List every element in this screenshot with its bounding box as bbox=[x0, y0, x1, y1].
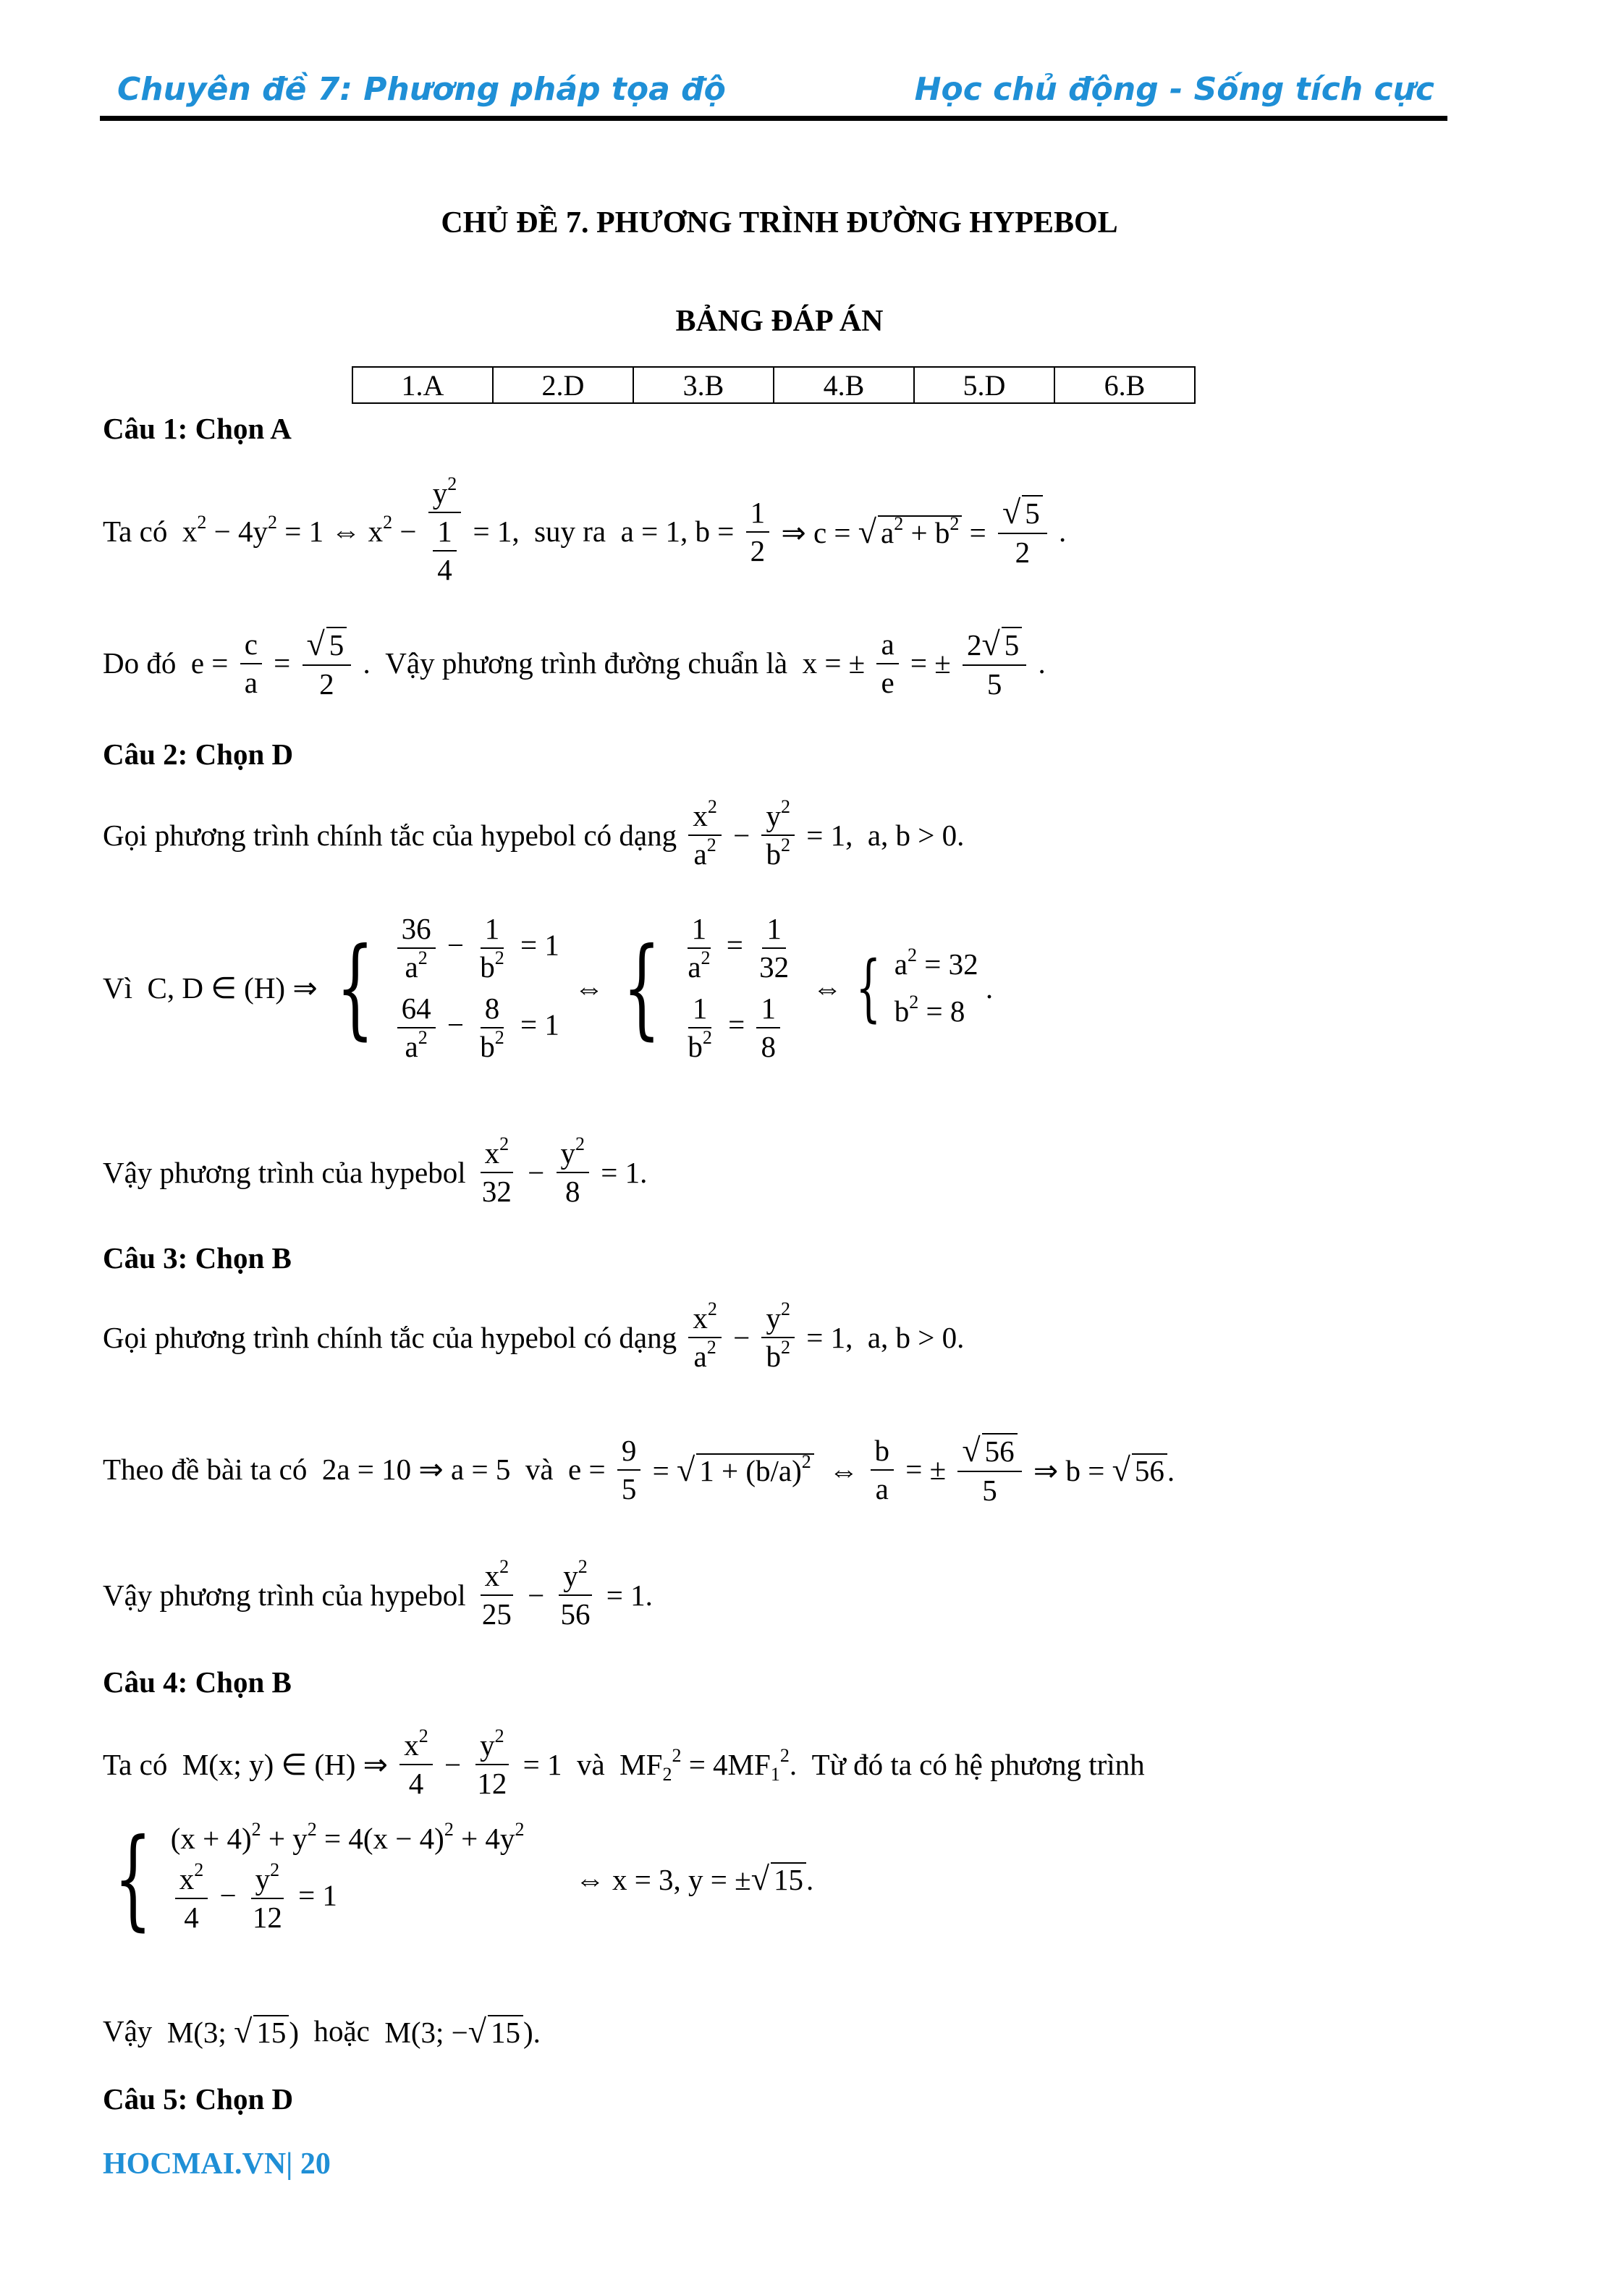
answer-cell: 6.B bbox=[1054, 367, 1195, 403]
answer-cell: 3.B bbox=[633, 367, 774, 403]
footer-page-label: HOCMAI.VN| 20 bbox=[103, 2147, 331, 2181]
header-slogan: Học chủ động - Sống tích cực bbox=[914, 71, 1434, 108]
q5-heading: Câu 5: Chọn D bbox=[103, 2082, 294, 2116]
q3-line3: Vậy phương trình của hypebol $\frac{x^2}{25}$ − $\frac{y^2}{56}$ = 1. bbox=[103, 1556, 653, 1631]
q2-line1: Gọi phương trình chính tắc của hypebol có dạng $\frac{x^2}{a^2}$ − $\frac{y^2}{b^2}$ = 1, a, b > 0. bbox=[103, 796, 965, 871]
answer-cell: 1.A bbox=[352, 367, 493, 403]
page-title: CHỦ ĐỀ 7. PHƯƠNG TRÌNH ĐƯỜNG HYPEBOL bbox=[441, 206, 1118, 240]
q4-line2: { $(x + 4)^2 + y^2 = 4(x - 4)^2 + 4y^2$ $\frac{x^2}{4}$ − $\frac{y^2}{12}$ = 1 ⇔ x = 3, y = ±√ 15. bbox=[114, 1815, 814, 1942]
q2-line3: Vậy phương trình của hypebol $\frac{x^2}{32}$ − $\frac{y^2}{8}$ = 1. bbox=[103, 1133, 648, 1209]
answer-cell: 4.B bbox=[774, 367, 914, 403]
q2-heading: Câu 2: Chọn D bbox=[103, 738, 294, 771]
q1-line1: Ta có $x^2 - 4y^2 = 1$ ⇔ $x^2$ − $\frac{y^2}{\frac{1}{4}}$ = 1, suy ra a = 1, b = $\frac{1}{2}$ ⇒ c = √ $a^2 + b^2$ = $\frac{√ 5}{2}$ . bbox=[103, 473, 1067, 587]
answer-table bbox=[352, 366, 1196, 404]
q3-line2: Theo đề bài ta có 2a = 10 ⇒ a = 5 và e = $\frac{9}{5}$ = √ $1 + (b/a)^2$ ⇔ $\frac{b}{a}$ = ± $\frac{√ 56}{5}$ ⇒ b = √ 56. bbox=[103, 1432, 1175, 1508]
q4-heading: Câu 4: Chọn B bbox=[103, 1665, 292, 1699]
q1-heading: Câu 1: Chọn A bbox=[103, 412, 292, 445]
q2-line2: Vì C, D ∈ (H) ⇒ { $\frac{36}{a^2}$ − $\frac{1}{b^2}$ = 1 $\frac{64}{a^2}$ − $\frac{8}{b^2}$ = 1 ⇔ { $\frac{1}{a^2}$ = $\frac{1}{32}$ $\frac{1}{b^2}$ = $\frac{1}{8}$ ⇔ { $a^2 = 32$ $b^2 = 8$ . bbox=[103, 912, 994, 1064]
answer-cell: 5.D bbox=[914, 367, 1054, 403]
header-rule bbox=[100, 116, 1447, 121]
q3-heading: Câu 3: Chọn B bbox=[103, 1241, 292, 1275]
q4-line1: Ta có M(x; y) ∈ (H) ⇒ $\frac{x^2}{4}$ − $\frac{y^2}{12}$ = 1 và $MF_2^2 = 4MF_1^2$. Từ đó ta có hệ phương trình bbox=[103, 1725, 1145, 1801]
header-topic: Chuyên đề 7: Phương pháp tọa độ bbox=[117, 71, 726, 108]
answer-table-heading: BẢNG ĐÁP ÁN bbox=[675, 305, 884, 338]
q1-line2: Do đó e = $\frac{c}{a}$ = $\frac{√ 5}{2}$ . Vậy phương trình đường chuẩn là x = ± $\frac{a}{e}$ = ± $\frac{2√ 5}{5}$ . bbox=[103, 625, 1046, 701]
q4-line3: Vậy M(3; √ 15) hoặc M(3; −√ 15). bbox=[103, 2012, 541, 2050]
q3-line1: Gọi phương trình chính tắc của hypebol có dạng $\frac{x^2}{a^2}$ − $\frac{y^2}{b^2}$ = 1, a, b > 0. bbox=[103, 1298, 965, 1374]
answer-cell: 2.D bbox=[493, 367, 633, 403]
